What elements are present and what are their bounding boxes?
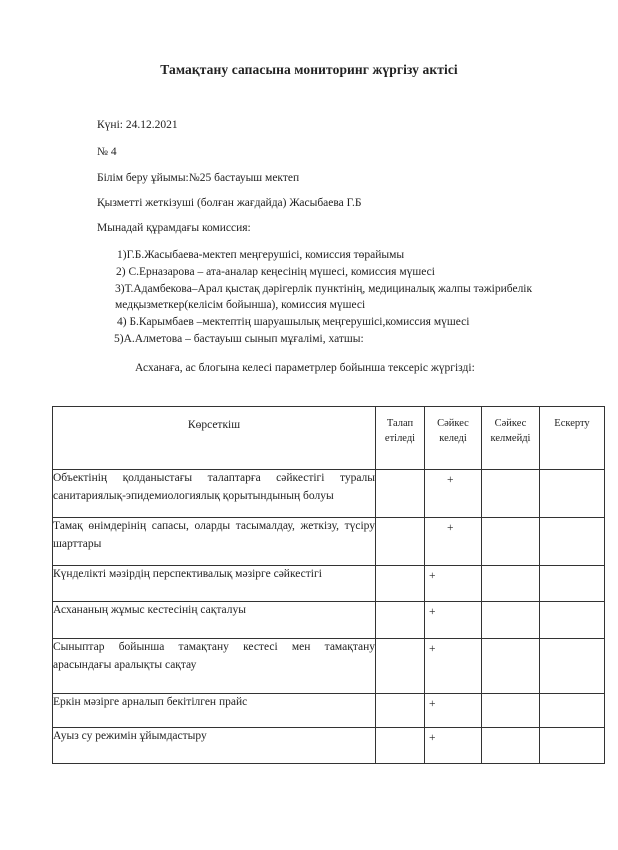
note-cell [540,518,605,566]
matches-cell: + [425,728,482,764]
indicator-cell: Ауыз су режимін ұйымдастыру [53,728,376,764]
commission-member: медқызметкер(келісім бойынша), комиссия мүшесі [115,299,366,311]
not-matches-cell [482,518,540,566]
act-number: № 4 [97,146,117,158]
matches-cell: + [425,694,482,728]
table-row [53,728,605,764]
commission-member: 1)Г.Б.Жасыбаева-мектеп меңгерушісі, комиссия төрайымы [117,249,405,261]
table-row [53,470,605,518]
col-header-indicator: Көрсеткіш [53,407,376,470]
inspection-table [52,406,605,764]
required-cell [376,639,425,694]
commission-heading: Мынадай құрамдағы комиссия: [97,222,251,234]
col-header-required: Талап етіледі [376,407,425,470]
document-title: Тамақтану сапасына мониторинг жүргізу актісі [160,62,458,77]
matches-cell: + [425,566,482,602]
required-cell [376,728,425,764]
indicator-cell: Асхананың жұмыс кестесінің сақталуы [53,602,376,639]
col-header-matches: Сәйкес келеді [425,407,482,470]
table-header-row [53,407,605,470]
col-header-note: Ескерту [540,407,605,470]
not-matches-cell [482,639,540,694]
matches-cell: + [425,639,482,694]
note-cell [540,728,605,764]
commission-member: 2) С.Ерназарова – ата-аналар кеңесінің мүшесі, комиссия мүшесі [116,266,435,278]
required-cell [376,518,425,566]
table-row [53,639,605,694]
note-cell [540,566,605,602]
note-cell [540,470,605,518]
table-row [53,566,605,602]
not-matches-cell [482,470,540,518]
table-row [53,518,605,566]
organization-line: Білім беру ұйымы:№25 бастауыш мектеп [97,172,300,184]
note-cell [540,602,605,639]
provider-line: Қызметті жеткізуші (болған жағдайда) Жасыбаева Г.Б [97,197,362,209]
inspection-intro: Асханаға, ас блогына келесі параметрлер бойынша тексеріс жүргізді: [135,362,475,374]
col-header-not-matches: Сәйкес келмейді [482,407,540,470]
not-matches-cell [482,694,540,728]
commission-member: 5)А.Алметова – бастауыш сынып мұғалімі, хатшы: [114,333,364,345]
matches-cell: + [425,470,482,518]
indicator-cell: Күнделікті мәзірдің перспективалық мәзірге сәйкестігі [53,566,376,602]
indicator-cell: Объектінің қолданыстағы талаптарға сәйкестігі туралы санитариялық-эпидемиологиялық қорытындының болуы [53,470,376,518]
indicator-cell: Сыныптар бойынша тамақтану кестесі мен тамақтану арасындағы аралықты сақтау [53,639,376,694]
matches-cell: + [425,602,482,639]
required-cell [376,694,425,728]
note-cell [540,694,605,728]
not-matches-cell [482,602,540,639]
required-cell [376,470,425,518]
date-line: Күні: 24.12.2021 [97,119,178,131]
required-cell [376,602,425,639]
commission-member: 3)Т.Адамбекова–Арал қыстақ дәрігерлік пунктінің, медициналық жалпы тәжірибелік [115,283,533,295]
indicator-cell: Еркін мәзірге арналып бекітілген прайс [53,694,376,728]
table-row [53,602,605,639]
not-matches-cell [482,728,540,764]
not-matches-cell [482,566,540,602]
commission-member: 4) Б.Карымбаев –мектептің шаруашылық меңгерушісі,комиссия мүшесі [117,316,470,328]
table-row [53,694,605,728]
indicator-cell: Тамақ өнімдерінің сапасы, оларды тасымалдау, жеткізу, түсіру шарттары [53,518,376,566]
matches-cell: + [425,518,482,566]
note-cell [540,639,605,694]
required-cell [376,566,425,602]
